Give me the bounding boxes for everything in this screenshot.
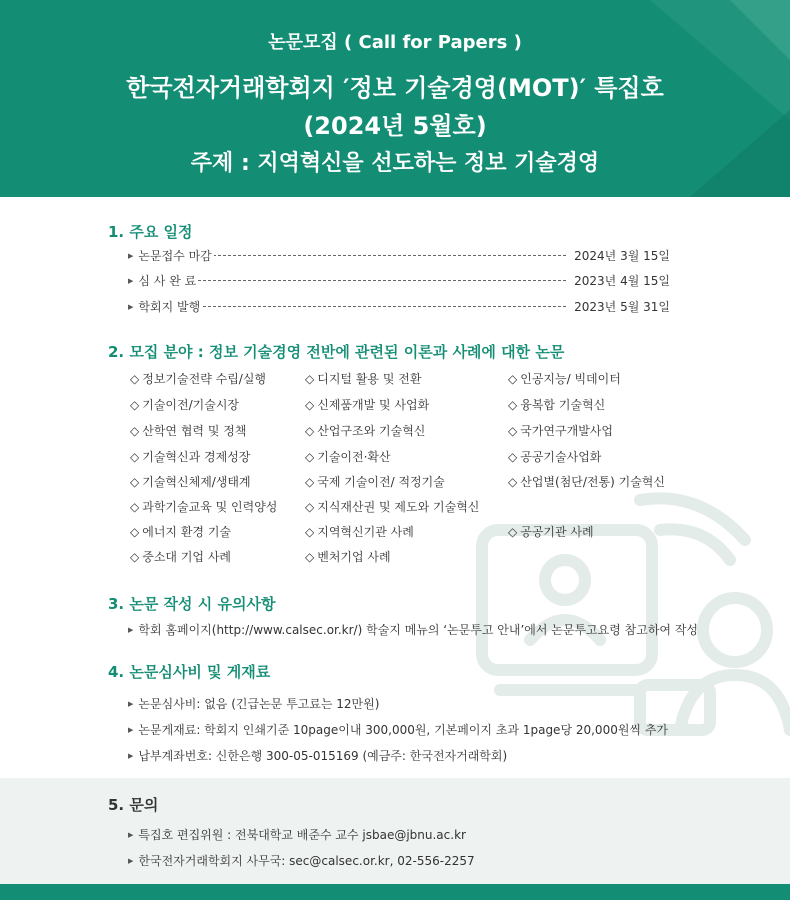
field-item [305, 370, 421, 387]
header-banner [0, 0, 790, 197]
diamond-icon: ◇ [130, 424, 140, 438]
bullet-icon: ▶ [128, 626, 134, 634]
field-item [508, 473, 665, 490]
field-item-text: 벤처기업 사례 [317, 550, 391, 564]
diamond-icon: ◇ [130, 398, 140, 412]
field-item [130, 523, 231, 540]
section-contact-title: 5. 문의 [108, 796, 159, 814]
field-item [130, 370, 266, 387]
field-item-text: 중소대 기업 사례 [142, 550, 232, 564]
field-item [130, 498, 277, 515]
list-item-text: 논문게재료: 학회지 인쇄기준 10page이내 300,000원, 기본페이지 초과 1page당 20,000원씩 추가 [138, 723, 669, 737]
schedule-label [128, 272, 198, 289]
diamond-icon: ◇ [305, 424, 315, 438]
diamond-icon: ◇ [508, 525, 518, 539]
schedule-row [128, 272, 670, 290]
field-item [305, 396, 429, 413]
list-item [128, 852, 475, 869]
field-item-text: 산학연 협력 및 정책 [142, 424, 247, 438]
diamond-icon: ◇ [508, 424, 518, 438]
field-item-text: 기술이전/기술시장 [142, 398, 240, 412]
field-item-text: 국제 기술이전/ 적정기술 [317, 475, 445, 489]
field-item-text: 신제품개발 및 사업화 [317, 398, 430, 412]
dashed-leader [188, 280, 566, 281]
field-item-text: 지역혁신기관 사례 [317, 525, 414, 539]
field-item-text: 기술이전·확산 [317, 450, 391, 464]
diamond-icon: ◇ [305, 475, 315, 489]
diamond-icon: ◇ [305, 450, 315, 464]
field-item-text: 기술혁신체제/생태계 [142, 475, 251, 489]
field-item [305, 498, 479, 515]
issue-date: (2024년 5월호) [303, 112, 487, 140]
field-item-text: 융복합 기술혁신 [520, 398, 606, 412]
schedule-label-text: 학회지 발행 [138, 300, 201, 314]
field-item [130, 548, 231, 565]
schedule-value: 2023년 5월 31일 [574, 300, 670, 314]
schedule-row [128, 247, 670, 265]
list-item-text: 납부계좌번호: 신한은행 300-05-015169 (예금주: 한국전자거래학회) [138, 749, 508, 763]
field-item-text: 기술혁신과 경제성장 [142, 450, 251, 464]
field-item-text: 에너지 환경 기술 [142, 525, 232, 539]
field-item-text: 산업별(첨단/전통) 기술혁신 [520, 475, 665, 489]
list-item [128, 747, 507, 764]
section-notes-title: 3. 논문 작성 시 유의사항 [108, 595, 276, 613]
diamond-icon: ◇ [130, 550, 140, 564]
list-item-text: 특집호 편집위원 : 전북대학교 배준수 교수 jsbae@jbnu.ac.kr [138, 828, 466, 842]
section-fees-title: 4. 논문심사비 및 게재료 [108, 663, 271, 681]
field-item-text: 정보기술전략 수립/실행 [142, 372, 267, 386]
list-item [128, 695, 379, 712]
field-item [305, 448, 391, 465]
bullet-icon: ▶ [128, 700, 134, 708]
field-item [508, 448, 601, 465]
bullet-icon: ▶ [128, 752, 134, 760]
list-item-text: 논문심사비: 없음 (긴급논문 투고료는 12만원) [138, 697, 380, 711]
list-item-text: 한국전자거래학회지 사무국: sec@calsec.or.kr, 02-556-2257 [138, 854, 475, 868]
diamond-icon: ◇ [305, 550, 315, 564]
field-item-text: 인공지능/ 빅데이터 [520, 372, 621, 386]
computer-user-icon [470, 480, 790, 750]
diamond-icon: ◇ [130, 525, 140, 539]
field-item [305, 422, 425, 439]
field-item-text: 공공기관 사례 [520, 525, 594, 539]
dashed-leader [188, 255, 566, 256]
contact-box [0, 778, 790, 884]
page-title: 한국전자거래학회지 ′정보 기술경영(MOT)′ 특집호 [126, 74, 664, 102]
field-item [305, 523, 414, 540]
section-schedule-title: 1. 주요 일정 [108, 223, 193, 241]
field-item [130, 448, 250, 465]
schedule-label-text: 논문접수 마감 [138, 249, 212, 263]
bullet-icon: ▶ [128, 831, 134, 839]
field-item [305, 473, 445, 490]
field-item-text: 디지털 활용 및 전환 [317, 372, 422, 386]
field-item-text: 지식재산권 및 제도와 기술혁신 [317, 500, 480, 514]
schedule-value: 2024년 3월 15일 [574, 249, 670, 263]
bullet-icon: ▶ [128, 857, 134, 865]
field-item-text: 과학기술교육 및 인력양성 [142, 500, 278, 514]
field-item [508, 396, 605, 413]
diamond-icon: ◇ [130, 372, 140, 386]
diamond-icon: ◇ [508, 475, 518, 489]
diamond-icon: ◇ [305, 500, 315, 514]
section-fields-title: 2. 모집 분야 : 정보 기술경영 전반에 관련된 이론과 사례에 대한 논문 [108, 343, 565, 361]
bullet-icon: ▶ [128, 303, 134, 311]
call-for-papers: 논문모집 ( Call for Papers ) [268, 32, 522, 53]
diamond-icon: ◇ [508, 398, 518, 412]
diamond-icon: ◇ [305, 525, 315, 539]
field-item [130, 422, 246, 439]
bullet-icon: ▶ [128, 277, 134, 285]
schedule-label-text: 심 사 완 료 [138, 274, 197, 288]
field-item-text: 국가연구개발사업 [520, 424, 613, 438]
dashed-leader [188, 306, 566, 307]
diamond-icon: ◇ [130, 450, 140, 464]
diamond-icon: ◇ [508, 450, 518, 464]
field-item-text: 산업구조와 기술혁신 [317, 424, 426, 438]
theme-title: 주제 : 지역혁신을 선도하는 정보 기술경영 [190, 151, 600, 176]
diamond-icon: ◇ [305, 372, 315, 386]
diamond-icon: ◇ [305, 398, 315, 412]
list-item [128, 721, 668, 738]
field-item [508, 523, 594, 540]
schedule-label [128, 247, 214, 264]
field-item [508, 370, 621, 387]
bullet-icon: ▶ [128, 252, 134, 260]
diamond-icon: ◇ [508, 372, 518, 386]
field-item [508, 422, 613, 439]
field-item-text: 공공기술사업화 [520, 450, 602, 464]
list-item [128, 826, 466, 843]
field-item [130, 396, 239, 413]
schedule-value: 2023년 4월 15일 [574, 274, 670, 288]
diamond-icon: ◇ [130, 500, 140, 514]
schedule-label [128, 298, 202, 315]
diamond-icon: ◇ [130, 475, 140, 489]
list-item [128, 621, 698, 638]
field-item [130, 473, 251, 490]
footer-bar [0, 884, 790, 900]
bullet-icon: ▶ [128, 726, 134, 734]
field-item [305, 548, 391, 565]
schedule-row [128, 298, 670, 316]
list-item-text: 학회 홈페이지(http://www.calsec.or.kr/) 학술지 메뉴의 ‘논문투고 안내’에서 논문투고요령 참고하여 작성 [138, 623, 699, 637]
